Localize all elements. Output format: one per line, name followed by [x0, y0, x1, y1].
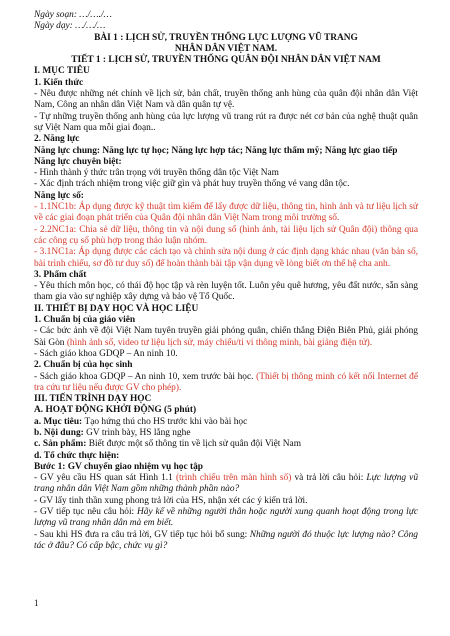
step-1-item-1 [34, 473, 418, 496]
teaching-date: Ngày dạy: …/…/… [34, 21, 106, 32]
step-1-item-2: - GV lấy tinh thần xung phong trả lời của HS, nhận xét các ý kiến trả lời. [34, 495, 308, 506]
objective-label: a. Mục tiêu: [34, 416, 85, 427]
lesson-title-2: NHÂN DÂN VIỆT NAM. [174, 43, 278, 54]
activity-a-organization: d. Tổ chức thực hiện: [34, 450, 120, 461]
lesson-period-title: TIẾT 1 : LỊCH SỬ, TRUYỀN THỐNG QUÂN ĐỘI NHÂN DÂN VIỆT NAM [71, 55, 381, 66]
content-label: b. Nội dung: [34, 427, 87, 438]
step-1-item-3-a: - GV tiếp tục nêu câu hỏi: [34, 507, 137, 518]
teacher-prep-1-digital: (hình ảnh số, video tư liệu lịch sử, máy chiếu/ti vi thông minh, bài giảng điện tử). [66, 337, 373, 348]
lesson-title-1: BÀI 1 : LỊCH SỬ, TRUYỀN THỐNG LỰC LƯỢNG VŨ TRANG [94, 32, 358, 43]
step-1-item-4-question: Những người đó thuộc lực lượng nào? Công tác ở đâu? Có cấp bậc, chức vụ gì? [34, 529, 418, 551]
general-competence: Năng lực chung: Năng lực tự học; Năng lực hợp tác; Năng lực thẩm mỹ; Năng lực giao tiếp [34, 145, 398, 156]
specific-competence-2: - Xác định trách nhiệm trong việc giữ gìn và phát huy truyền thống vẻ vang dân tộc. [34, 179, 350, 190]
step-1-item-1-digital: (trình chiếu trên màn hình số) [175, 473, 292, 484]
product-label: c. Sản phẩm: [34, 439, 89, 450]
objective-text: Tạo hứng thú cho HS trước khi vào bài học [84, 416, 248, 427]
specific-competence-heading: Năng lực chuyên biệt: [34, 156, 122, 167]
step-1-item-4-a: - Sau khi HS đưa ra câu trả lời, GV tiếp tục hỏi bổ sung: [34, 529, 250, 540]
knowledge-item-2: - Tự những truyền thống anh hùng của lực lượng vũ trang rút ra được nét cơ bản của nghệ thuật quân sự Việt Nam qua mỗi giai đoạn.. [34, 111, 418, 133]
step-1-item-1-a: - GV yêu cầu HS quan sát Hình 1.1 [34, 473, 176, 484]
activity-a-objective [34, 417, 418, 428]
document-body [34, 10, 418, 552]
knowledge-heading: 1. Kiến thức [34, 77, 84, 88]
student-prep-1-digital: (Thiết bị thông minh có kết nối Internet để tra cứu tư liệu nếu được GV cho phép). [34, 371, 418, 393]
step-1-item-4 [34, 530, 418, 553]
step-1-item-1-b: và trả lời câu hỏi: [291, 473, 367, 484]
step-1-item-1-question: Lực lượng vũ trang nhân dân Việt Nam gồm những thành phần nào? [34, 473, 418, 495]
student-prep-heading: 2. Chuẩn bị của học sinh [34, 360, 133, 371]
qualities-item-1: - Yêu thích môn học, có thái độ học tập và rèn luyện tốt. Luôn yêu quê hương, yêu đất nước, sẵn sàng tham gia vào sự nghiệp xây dựng và bảo vệ Tổ Quốc. [34, 281, 418, 303]
page-number: 1 [34, 598, 39, 608]
section-equipment-heading: II. THIẾT BỊ DẠY HỌC VÀ HỌC LIỆU [34, 303, 199, 314]
teacher-prep-2: - Sách giáo khoa GDQP – An ninh 10. [34, 348, 178, 359]
prepared-date: Ngày soạn: …/…./… [34, 10, 112, 20]
digital-competence-1: - 1.1NC1b: Áp dụng được kỹ thuật tìm kiếm để lấy được dữ liệu, thông tin, hình ảnh và tư liệu lịch sử về các giai đoạn phát triển của Quân đội nhân dân Việt Nam trong môi trường số. [34, 202, 418, 224]
teacher-prep-1-text: - Các bức ảnh về đội Việt Nam tuyên truyền giải phóng quân, chiến thắng Điện Biên Phủ, giải phóng Sài Gòn [34, 326, 418, 348]
student-prep-1-text: - Sách giáo khoa GDQP – An ninh 10, xem trước bài học. [34, 371, 257, 382]
section-process-heading: III. TIẾN TRÌNH DẠY HỌC [34, 394, 152, 405]
activity-a-content [34, 428, 418, 439]
section-objectives-heading: I. MỤC TIÊU [34, 66, 90, 77]
step-1-item-3-question: Hãy kể về những người thân hoặc người xung quanh hoạt động trong lực lượng vũ trang nhân dân mà em biết. [34, 507, 419, 529]
activity-a-product [34, 439, 418, 450]
activity-a-heading: A. HOẠT ĐỘNG KHỞI ĐỘNG (5 phút) [34, 405, 197, 416]
teacher-prep-heading: 1. Chuẩn bị của giáo viên [34, 315, 136, 326]
digital-competence-heading: Năng lực số: [34, 190, 84, 201]
knowledge-item-1: - Nêu được những nét chính về lịch sử, bản chất, truyền thống anh hùng của quân đội nhân dân Việt Nam, Công an nhân dân Việt Nam và dân quân tự vệ. [34, 89, 418, 111]
content-text: GV trình bày, HS lắng nghe [86, 427, 191, 438]
qualities-heading: 3. Phẩm chất [34, 269, 87, 280]
teacher-prep-1 [34, 326, 418, 349]
digital-competence-3: - 3.1NC1a: Áp dụng được các cách tạo và chỉnh sửa nội dung ở các định dạng khác nhau (văn bản số, bài trình chiếu, sơ đồ tư duy số) để hoàn thành bài tập vận dụng về lòng biết ơn thế hệ cha anh. [34, 247, 418, 269]
specific-competence-1: - Hình thành ý thức trân trọng với truyền thống dân tộc Việt Nam [34, 168, 279, 179]
product-text: Biết được một số thông tin về lịch sử quân đội Việt Nam [88, 439, 301, 450]
student-prep-1 [34, 372, 418, 395]
step-1-heading: Bước 1: GV chuyển giao nhiệm vụ học tập [34, 461, 203, 472]
digital-competence-2: - 2.2NC1a: Chia sẻ dữ liệu, thông tin và nội dung số (hình ảnh, tài liệu lịch sử Quân đội) thông qua các công cụ số phù hợp trong thảo luận nhóm. [34, 224, 418, 246]
competence-heading: 2. Năng lực [34, 134, 80, 145]
step-1-item-3 [34, 507, 418, 530]
